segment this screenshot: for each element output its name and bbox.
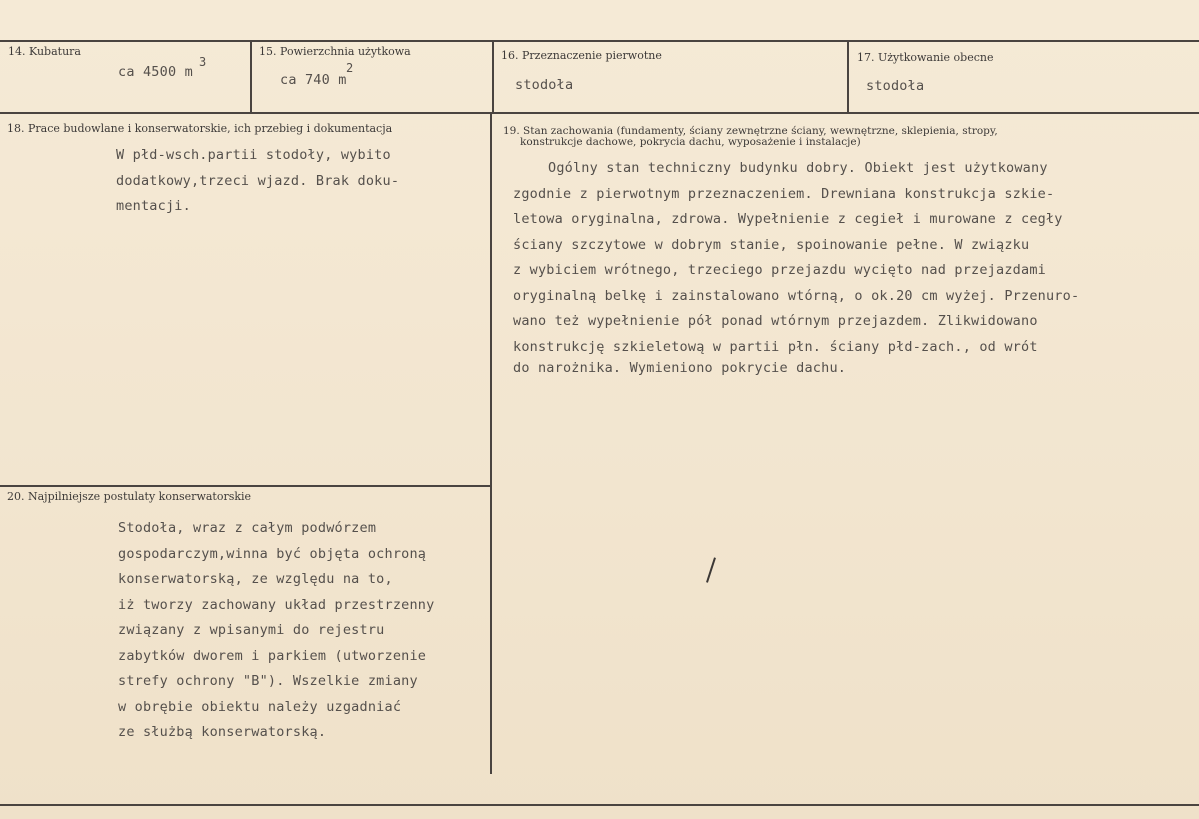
field-20-line: Stodoła, wraz z całym podwórzem (118, 520, 377, 536)
field-18-line: dodatkowy,trzeci wjazd. Brak doku- (116, 173, 400, 189)
field-15-unit-exponent: 2 (346, 61, 354, 75)
field-19-line: Ogólny stan techniczny budynku dobry. Obiekt jest użytkowany (548, 160, 1048, 176)
col-divider-15-16 (492, 40, 494, 113)
field-18-line: mentacji. (116, 198, 191, 214)
field-20-line: w obrębie obiektu należy uzgadniać (118, 699, 402, 715)
field-14-unit-exponent: 3 (199, 55, 207, 69)
field-19-line: ściany szczytowe w dobrym stanie, spoinowanie pełne. W związku (513, 237, 1030, 253)
top-rule (0, 40, 1199, 42)
field-19-line: do narożnika. Wymieniono pokrycie dachu. (513, 360, 847, 376)
field-19-line: konstrukcję szkieletową w partii płn. ściany płd-zach., od wrót (513, 339, 1038, 355)
field-16-value: stodoła (515, 77, 574, 93)
field-20-line: konserwatorską, ze względu na to, (118, 571, 393, 587)
field-15-value: ca 740 m (280, 72, 347, 88)
field-19-label: 19. Stan zachowania (fundamenty, ściany zewnętrzne ściany, wewnętrzne, sklepienia, stropy, (503, 125, 998, 137)
row-divider-2 (0, 485, 492, 487)
field-15-label: 15. Powierzchnia użytkowa (259, 45, 411, 58)
row-divider-1 (0, 112, 1199, 114)
field-20-line: iż tworzy zachowany układ przestrzenny (118, 597, 435, 613)
col-divider-16-17 (847, 40, 849, 113)
field-14-label: 14. Kubatura (8, 45, 81, 58)
field-19-line: oryginalną belkę i zainstalowano wtórną, o ok.20 cm wyżej. Przenuro- (513, 288, 1080, 304)
pen-stroke-mark (706, 557, 715, 582)
field-18-line: W płd-wsch.partii stodoły, wybito (116, 147, 391, 163)
field-16-label: 16. Przeznaczenie pierwotne (501, 49, 662, 62)
field-19-line: letowa oryginalna, zdrowa. Wypełnienie z cegieł i murowane z cegły (513, 211, 1063, 227)
field-17-value: stodoła (866, 78, 925, 94)
field-20-line: gospodarczym,winna być objęta ochroną (118, 546, 427, 562)
field-14-value: ca 4500 m (118, 64, 193, 80)
field-20-line: związany z wpisanymi do rejestru (118, 622, 385, 638)
field-19-line: z wybiciem wrótnego, trzeciego przejazdu wycięto nad przejazdami (513, 262, 1046, 278)
col-divider-14-15 (250, 40, 252, 113)
field-20-line: zabytków dworem i parkiem (utworzenie (118, 648, 427, 664)
field-20-line: ze służbą konserwatorską. (118, 724, 327, 740)
bottom-rule (0, 804, 1199, 806)
field-19-line: wano też wypełnienie pół ponad wtórnym przejazdem. Zlikwidowano (513, 313, 1038, 329)
field-17-label: 17. Użytkowanie obecne (857, 51, 994, 64)
field-19-line: zgodnie z pierwotnym przeznaczeniem. Drewniana konstrukcja szkie- (513, 186, 1055, 202)
field-18-label: 18. Prace budowlane i konserwatorskie, ich przebieg i dokumentacja (7, 122, 393, 135)
field-19-label-continued: konstrukcje dachowe, pokrycia dachu, wyposażenie i instalacje) (520, 136, 861, 148)
field-20-line: strefy ochrony "B"). Wszelkie zmiany (118, 673, 418, 689)
col-divider-18-19 (490, 112, 492, 774)
field-20-label: 20. Najpilniejsze postulaty konserwatorskie (7, 490, 252, 503)
